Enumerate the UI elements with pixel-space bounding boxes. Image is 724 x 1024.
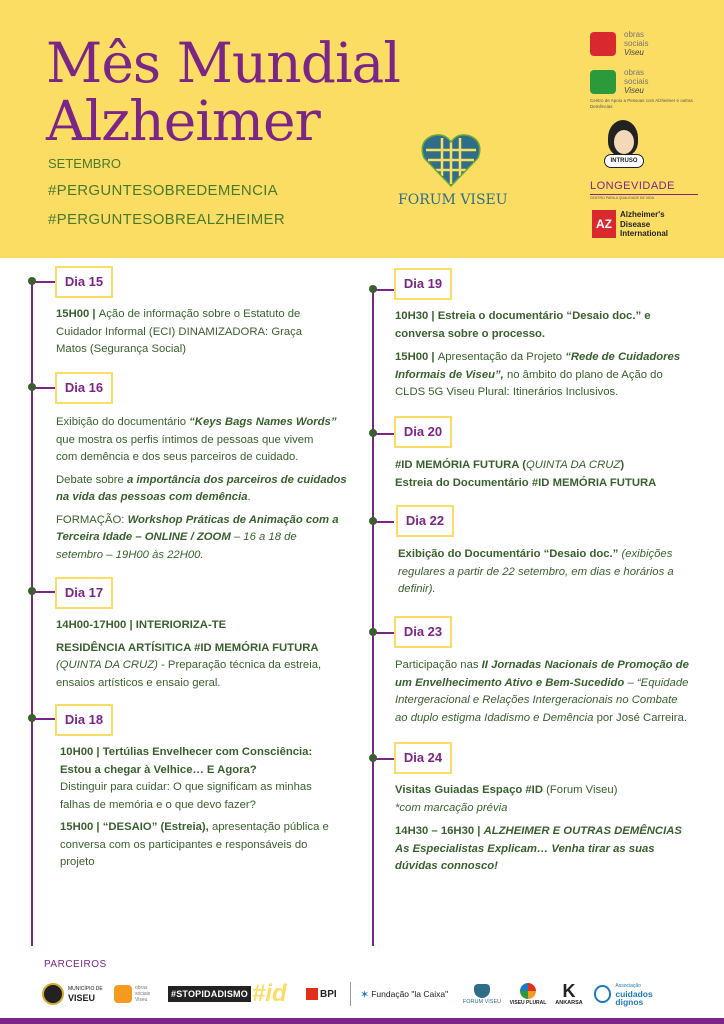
day-18-label: Dia 18 (55, 704, 113, 736)
day-20-text: #ID MEMÓRIA FUTURA (QUINTA DA CRUZ) Estreia do Documentário #ID MEMÓRIA FUTURA (395, 459, 657, 489)
day-24-label: Dia 24 (394, 742, 452, 774)
day-19-label: Dia 19 (394, 268, 452, 300)
day-24-text: Visitas Guiadas Espaço #ID (Forum Viseu) *com marcação prévia 14H30 – 16H30 | ALZHEIMER E OUTRAS DEMÊNCIAS As Especialistas Explicam… Venha tirar as suas dúvidas connosco! (395, 784, 682, 872)
footer-bar (0, 1018, 724, 1024)
hashtag-dementia: #PERGUNTESOBREDEMENCIA (48, 182, 278, 199)
partner-divider (350, 982, 351, 1006)
day-16-text: Exibição do documentário “Keys Bags Names Words” que mostra os perfis íntimos de pessoas que vivem com demência e dos seus parceiros de cuidado. Debate sobre a importância dos parceiros de cuidados na vida das pessoas com demência. FORMAÇÃO: Workshop Práticas de Animação com a Terceira Idade – ONLINE / ZOOM – 16 a 18 de setembro – 19H00 às 22H00. (56, 416, 347, 561)
timeline-branch (376, 632, 394, 634)
day-19-text: 10H30 | Estreia o documentário “Desaio doc.” e conversa sobre o processo. 15H00 | Apresentação da Projeto “Rede de Cuidadores Informais de Viseu”, no âmbito do plano de Ação do CLDS 5G Viseu Plural: Itinerários Inclusivos. (395, 310, 681, 398)
partners-label: PARCEIROS (44, 959, 107, 970)
partner-obras-sociais: obras sociais Viseu (114, 978, 164, 1010)
partner-cuidados-dignos: Associação cuidados dignos (594, 978, 680, 1010)
forum-small-heart-icon (474, 984, 490, 998)
timeline-branch (35, 718, 55, 720)
forum-heart-icon (420, 132, 482, 188)
partner-stopidadismo: #STOPIDADISMO (168, 978, 246, 1010)
obras-orange-icon (114, 985, 132, 1003)
viseu-crest-icon (42, 983, 64, 1005)
obras-sociais-logo-1: obras sociais Viseu (590, 30, 680, 60)
timeline-branch (376, 758, 394, 760)
partner-bpi: BPI (306, 978, 344, 1010)
day-15-label: Dia 15 (55, 266, 113, 298)
timeline-branch (35, 591, 55, 593)
day-17-text: 14H00-17H00 | INTERIORIZA-TE RESIDÊNCIA ARTÍSITICA #ID MEMÓRIA FUTURA (QUINTA DA CRUZ) - Preparação técnica da estreia, ensaios artísticos e ensaio geral. (56, 619, 322, 689)
intruso-skin-icon (614, 130, 634, 154)
day-16-label: Dia 16 (55, 372, 113, 404)
day-17-label: Dia 17 (55, 577, 113, 609)
subtitle-month: SETEMBRO (48, 156, 121, 171)
timeline-branch (35, 281, 55, 283)
header-banner (0, 0, 724, 258)
day-22-text: Exibição do Documentário “Desaio doc.” (exibições regulares a partir de 22 setembro, em dias e horários a definir). (398, 548, 674, 595)
ankarsa-icon: K (562, 981, 576, 1001)
day-23-text: Participação nas II Jornadas Nacionais de Promoção de um Envelhecimento Ativo e Bem-Sucedido – “Equidade Intergeracional e Relações Intergeracionais no Combate ao duplo estigma Idadismo e Demência por José Carreira. (395, 659, 689, 724)
intruso-logo: INTRUSO (604, 120, 644, 170)
adi-mark-icon: AZ (592, 210, 616, 238)
timeline-branch (376, 521, 394, 523)
la-caixa-star-icon: ✶ (360, 988, 370, 1001)
day-23-label: Dia 23 (394, 616, 452, 648)
hashtag-alzheimer: #PERGUNTESOBREALZHEIMER (48, 211, 285, 228)
partner-ankarsa: K ANKARSA (555, 981, 583, 1006)
forum-viseu-text: FORUM VISEU (398, 192, 508, 208)
partner-id: #id (252, 980, 287, 1007)
partner-viseu-plural: VISEU PLURAL (508, 978, 548, 1010)
obras-red-icon (590, 32, 616, 56)
obras-sociais-logo-2: obras sociais Viseu Centro de Apoio a Pessoas com Alzheimer e outras Demências (590, 68, 693, 109)
day-18-text: 10H00 | Tertúlias Envelhecer com Consciência: Estou a chegar à Velhice… E Agora? Distinguir para cuidar: O que significam as minhas falhas de memória e o que devo fazer? 15H00 | “DESAIO” (Estreia), apresentação pública e conversa com os participantes e responsáveis do projeto (60, 746, 329, 868)
partner-la-caixa: ✶ Fundação "la Caixa" (360, 988, 449, 1001)
page-title: Mês Mundial Alzheimer (46, 31, 400, 153)
longevidade-logo: LONGEVIDADE CENTRO PARA A QUALIDADE DE VIDA (590, 180, 700, 202)
timeline-branch (376, 433, 394, 435)
obras-green-icon (590, 70, 616, 94)
day-20-label: Dia 20 (394, 416, 452, 448)
timeline-branch (376, 289, 394, 291)
viseu-plural-icon (520, 983, 536, 999)
left-timeline-line (31, 278, 33, 946)
partner-municipio-viseu: MUNICÍPIO DE VISEU (42, 978, 110, 1010)
cuidados-hand-icon (594, 985, 611, 1003)
longevidade-underline (590, 194, 698, 195)
day-15-text: 15H00 | Ação de informação sobre o Estatuto de Cuidador Informal (ECI) DINAMIZADORA: Graça Matos (Segurança Social) (56, 308, 303, 355)
bpi-icon (306, 988, 318, 1000)
right-timeline-line (372, 286, 374, 946)
adi-logo: AZ Alzheimer's Disease International (590, 208, 690, 238)
timeline-branch (35, 387, 55, 389)
partner-forum-viseu: FORUM VISEU (460, 978, 504, 1010)
day-22-label: Dia 22 (396, 505, 454, 537)
forum-viseu-logo (398, 132, 508, 208)
